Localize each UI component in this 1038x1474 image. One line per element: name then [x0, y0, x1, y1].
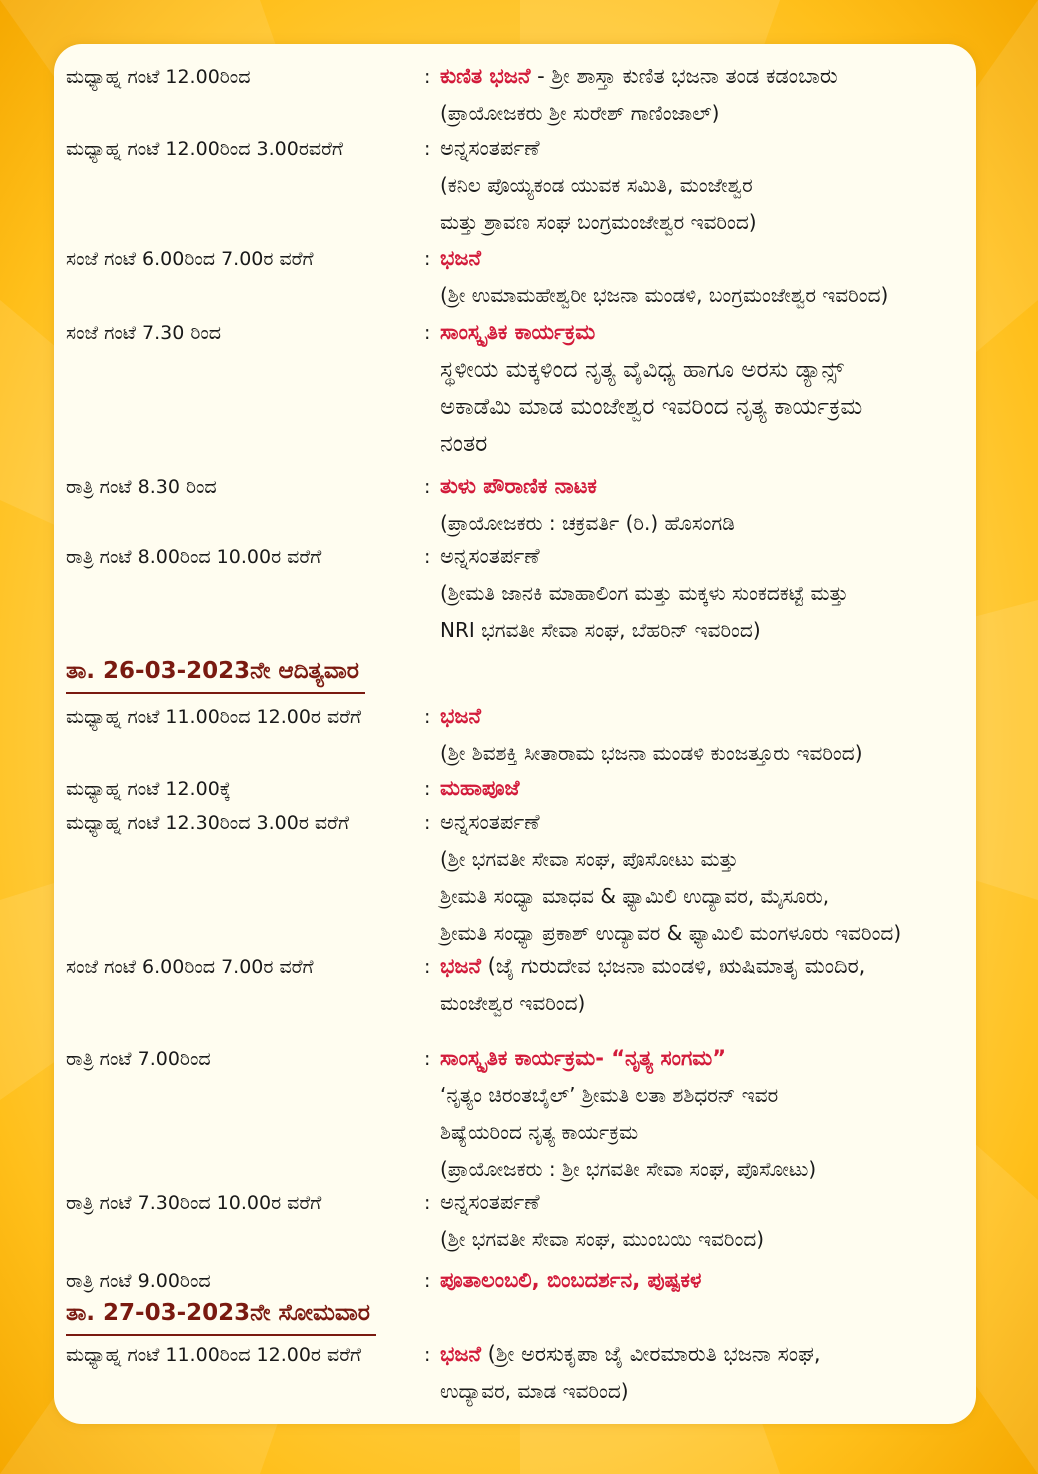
event-note: (ಪ್ರಾಯೋಜಕರು : ಶ್ರೀ ಭಗವತೀ ಸೇವಾ ಸಂಘ, ಪೊಸೋಟು): [440, 1157, 817, 1181]
event-time: ಮಧ್ಯಾಹ್ನ ಗಂಟೆ 11.00ರಿಂದ 12.00ರ ವರೆಗೆ: [66, 1344, 362, 1366]
schedule-row: [66, 1040, 976, 1078]
event-time: ಮಧ್ಯಾಹ್ನ ಗಂಟೆ 12.00ಕ್ಕೆ: [66, 778, 231, 800]
event-note: ‘ನೃತ್ಯಂ ಚಿರಂತಬೈಲ್’ ಶ್ರೀಮತಿ ಲತಾ ಶಶಿಧರನ್ ಇವರ: [440, 1083, 779, 1107]
event-name: ಭಜನೆ: [440, 246, 481, 270]
event-note: ಶ್ರೀಮತಿ ಸಂಧ್ಯಾ ಮಾಧವ & ಫ್ಯಾಮಿಲಿ ಉದ್ಯಾವರ, ಮೈಸೂರು,: [440, 884, 830, 908]
event-title: [440, 810, 540, 835]
event-time: ರಾತ್ರಿ ಗಂಟೆ 7.30ರಿಂದ 10.00ರ ವರೆಗೆ: [66, 1192, 322, 1214]
event-name: ಭಜನೆ: [440, 704, 481, 728]
event-time: ಸಂಜೆ ಗಂಟೆ 6.00ರಿಂದ 7.00ರ ವರೆಗೆ: [66, 956, 314, 978]
schedule-row: [66, 804, 976, 842]
schedule-row: [66, 58, 976, 96]
event-name: ಕುಣಿತ ಭಜನೆ: [440, 64, 531, 88]
event-name: ಮಹಾಪೂಜೆ: [440, 776, 520, 800]
separator: :: [424, 322, 431, 344]
date-heading: ತಾ. 27-03-2023ನೇ ಸೋಮವಾರ: [66, 1300, 376, 1336]
event-title: [440, 544, 540, 569]
event-time: ರಾತ್ರಿ ಗಂಟೆ 8.00ರಿಂದ 10.00ರ ವರೆಗೆ: [66, 546, 322, 568]
separator: :: [424, 66, 431, 88]
event-note: (ಶ್ರೀಮತಿ ಜಾನಕಿ ಮಾಹಾಲಿಂಗ ಮತ್ತು ಮಕ್ಕಳು ಸುಂಕದಕಟ್ಟೆ ಮತ್ತು: [440, 581, 849, 605]
event-name: ಅನ್ನಸಂತರ್ಪಣೆ: [440, 544, 540, 568]
separator: :: [424, 138, 431, 160]
event-note: ಉದ್ಯಾವರ, ಮಾಡ ಇವರಿಂದ): [440, 1379, 629, 1403]
event-detail: (ಜೈ ಗುರುದೇವ ಭಜನಾ ಮಂಡಳಿ, ಋಷಿಮಾತೃ ಮಂದಿರ,: [480, 954, 866, 978]
schedule-row: [66, 1262, 976, 1300]
event-time: ಮಧ್ಯಾಹ್ನ ಗಂಟೆ 12.30ರಿಂದ 3.00ರ ವರೆಗೆ: [66, 812, 349, 834]
event-name: ಸಾಂಸ್ಕೃತಿಕ ಕಾರ್ಯಕ್ರಮ: [440, 320, 596, 344]
event-note: (ಕನಿಲ ಪೊಯ್ಯಕಂಡ ಯುವಕ ಸಮಿತಿ, ಮಂಜೇಶ್ವರ: [440, 173, 753, 197]
event-detail: - ಶ್ರೀ ಶಾಸ್ತಾ ಕುಣಿತ ಭಜನಾ ತಂಡ ಕಡಂಬಾರು: [530, 64, 838, 88]
event-time: ರಾತ್ರಿ ಗಂಟೆ 8.30 ರಿಂದ: [66, 476, 217, 498]
event-name: ಅನ್ನಸಂತರ್ಪಣೆ: [440, 1190, 540, 1214]
separator: :: [424, 956, 431, 978]
event-note: ಮಂಜೇಶ್ವರ ಇವರಿಂದ): [440, 991, 586, 1015]
separator: :: [424, 1270, 431, 1292]
event-note: ಸ್ಥಳೀಯ ಮಕ್ಕಳಿಂದ ನೃತ್ಯ ವೈವಿಧ್ಯ ಹಾಗೂ ಅರಸು ಡ್ಯಾನ್ಸ್: [440, 357, 844, 383]
event-title: [440, 1190, 540, 1215]
event-name: ಅನ್ನಸಂತರ್ಪಣೆ: [440, 136, 540, 160]
event-title: [440, 474, 597, 499]
event-title: [440, 776, 520, 801]
event-name: ಭಜನೆ: [440, 1342, 481, 1366]
event-title: [440, 1268, 701, 1293]
event-time: ಸಂಜೆ ಗಂಟೆ 7.30 ರಿಂದ: [66, 322, 222, 344]
event-time: ಮಧ್ಯಾಹ್ನ ಗಂಟೆ 11.00ರಿಂದ 12.00ರ ವರೆಗೆ: [66, 706, 362, 728]
separator: :: [424, 248, 431, 270]
event-title: [440, 704, 481, 729]
event-title: [440, 320, 595, 345]
schedule-row: [66, 468, 976, 506]
schedule-row: [66, 130, 976, 168]
separator: :: [424, 706, 431, 728]
event-note: (ಶ್ರೀ ಭಗವತೀ ಸೇವಾ ಸಂಘ, ಮುಂಬಯಿ ಇವರಿಂದ): [440, 1227, 765, 1251]
event-note: ನಂತರ: [440, 431, 488, 457]
event-note: (ಶ್ರೀ ಭಗವತೀ ಸೇವಾ ಸಂಘ, ಪೊಸೋಟು ಮತ್ತು: [440, 847, 739, 871]
separator: :: [424, 812, 431, 834]
event-note: ಅಕಾಡೆಮಿ ಮಾಡ ಮಂಜೇಶ್ವರ ಇವರಿಂದ ನೃತ್ಯ ಕಾರ್ಯಕ್ರಮ: [440, 394, 863, 420]
schedule-row: [66, 698, 976, 736]
event-note: (ಪ್ರಾಯೋಜಕರು ಶ್ರೀ ಸುರೇಶ್ ಗಾಣಿಂಜಾಲ್): [440, 101, 720, 125]
separator: :: [424, 1344, 431, 1366]
event-note: (ಪ್ರಾಯೋಜಕರು : ಚಕ್ರವರ್ತಿ (ರಿ.) ಹೊಸಂಗಡಿ: [440, 511, 735, 535]
schedule-row: [66, 1336, 976, 1374]
schedule-row: [66, 314, 976, 352]
event-time: ರಾತ್ರಿ ಗಂಟೆ 7.00ರಿಂದ: [66, 1048, 211, 1070]
event-time: ಸಂಜೆ ಗಂಟೆ 6.00ರಿಂದ 7.00ರ ವರೆಗೆ: [66, 248, 314, 270]
event-title: [440, 1046, 726, 1071]
event-note: ಶ್ರೀಮತಿ ಸಂಧ್ಯಾ ಪ್ರಕಾಶ್ ಉದ್ಯಾವರ & ಫ್ಯಾಮಿಲಿ ಮಂಗಳೂರು ಇವರಿಂದ): [440, 921, 902, 945]
event-title: [440, 246, 481, 271]
event-note: (ಶ್ರೀ ಶಿವಶಕ್ತಿ ಸೀತಾರಾಮ ಭಜನಾ ಮಂಡಳಿ ಕುಂಜತ್ತೂರು ಇವರಿಂದ): [440, 741, 863, 765]
schedule-list: [54, 44, 976, 1424]
event-name: ತುಳು ಪೌರಾಣಿಕ ನಾಟಕ: [440, 474, 597, 498]
event-title: [440, 1342, 821, 1367]
event-title: [440, 954, 865, 979]
schedule-row: [66, 240, 976, 278]
event-note: ಶಿಷ್ಯೆಯರಿಂದ ನೃತ್ಯ ಕಾರ್ಯಕ್ರಮ: [440, 1120, 639, 1144]
event-time: ಮಧ್ಯಾಹ್ನ ಗಂಟೆ 12.00ರಿಂದ 3.00ರವರೆಗೆ: [66, 138, 343, 160]
event-note: NRI ಭಗವತೀ ಸೇವಾ ಸಂಘ, ಬೆಹರಿನ್ ಇವರಿಂದ): [440, 618, 761, 642]
schedule-row: [66, 948, 976, 986]
event-name: ಸಾಂಸ್ಕೃತಿಕ ಕಾರ್ಯಕ್ರಮ- “ನೃತ್ಯ ಸಂಗಮ”: [440, 1046, 727, 1070]
separator: :: [424, 778, 431, 800]
date-heading: ತಾ. 26-03-2023ನೇ ಆದಿತ್ಯವಾರ: [66, 658, 365, 694]
event-detail: (ಶ್ರೀ ಅರಸುಕೃಪಾ ಜೈ ವೀರಮಾರುತಿ ಭಜನಾ ಸಂಘ,: [480, 1342, 821, 1366]
event-note: ಮತ್ತು ಶ್ರಾವಣ ಸಂಘ ಬಂಗ್ರಮಂಜೇಶ್ವರ ಇವರಿಂದ): [440, 210, 757, 234]
event-name: ಭಜನೆ: [440, 954, 481, 978]
schedule-panel: [54, 44, 976, 1424]
schedule-row: [66, 1184, 976, 1222]
event-name: ಪೂತಾಲಂಬಲಿ, ಬಿಂಬದರ್ಶನ, ಪುಷ್ಪಕಳ: [440, 1268, 702, 1292]
separator: :: [424, 546, 431, 568]
schedule-row: [66, 770, 976, 808]
schedule-row: [66, 538, 976, 576]
event-title: [440, 64, 838, 89]
event-time: ರಾತ್ರಿ ಗಂಟೆ 9.00ರಿಂದ: [66, 1270, 211, 1292]
event-time: ಮಧ್ಯಾಹ್ನ ಗಂಟೆ 12.00ರಿಂದ: [66, 66, 251, 88]
event-name: ಅನ್ನಸಂತರ್ಪಣೆ: [440, 810, 540, 834]
event-note: (ಶ್ರೀ ಉಮಾಮಹೇಶ್ವರೀ ಭಜನಾ ಮಂಡಳಿ, ಬಂಗ್ರಮಂಜೇಶ್ವರ ಇವರಿಂದ): [440, 283, 889, 307]
separator: :: [424, 476, 431, 498]
separator: :: [424, 1192, 431, 1214]
event-title: [440, 136, 540, 161]
separator: :: [424, 1048, 431, 1070]
